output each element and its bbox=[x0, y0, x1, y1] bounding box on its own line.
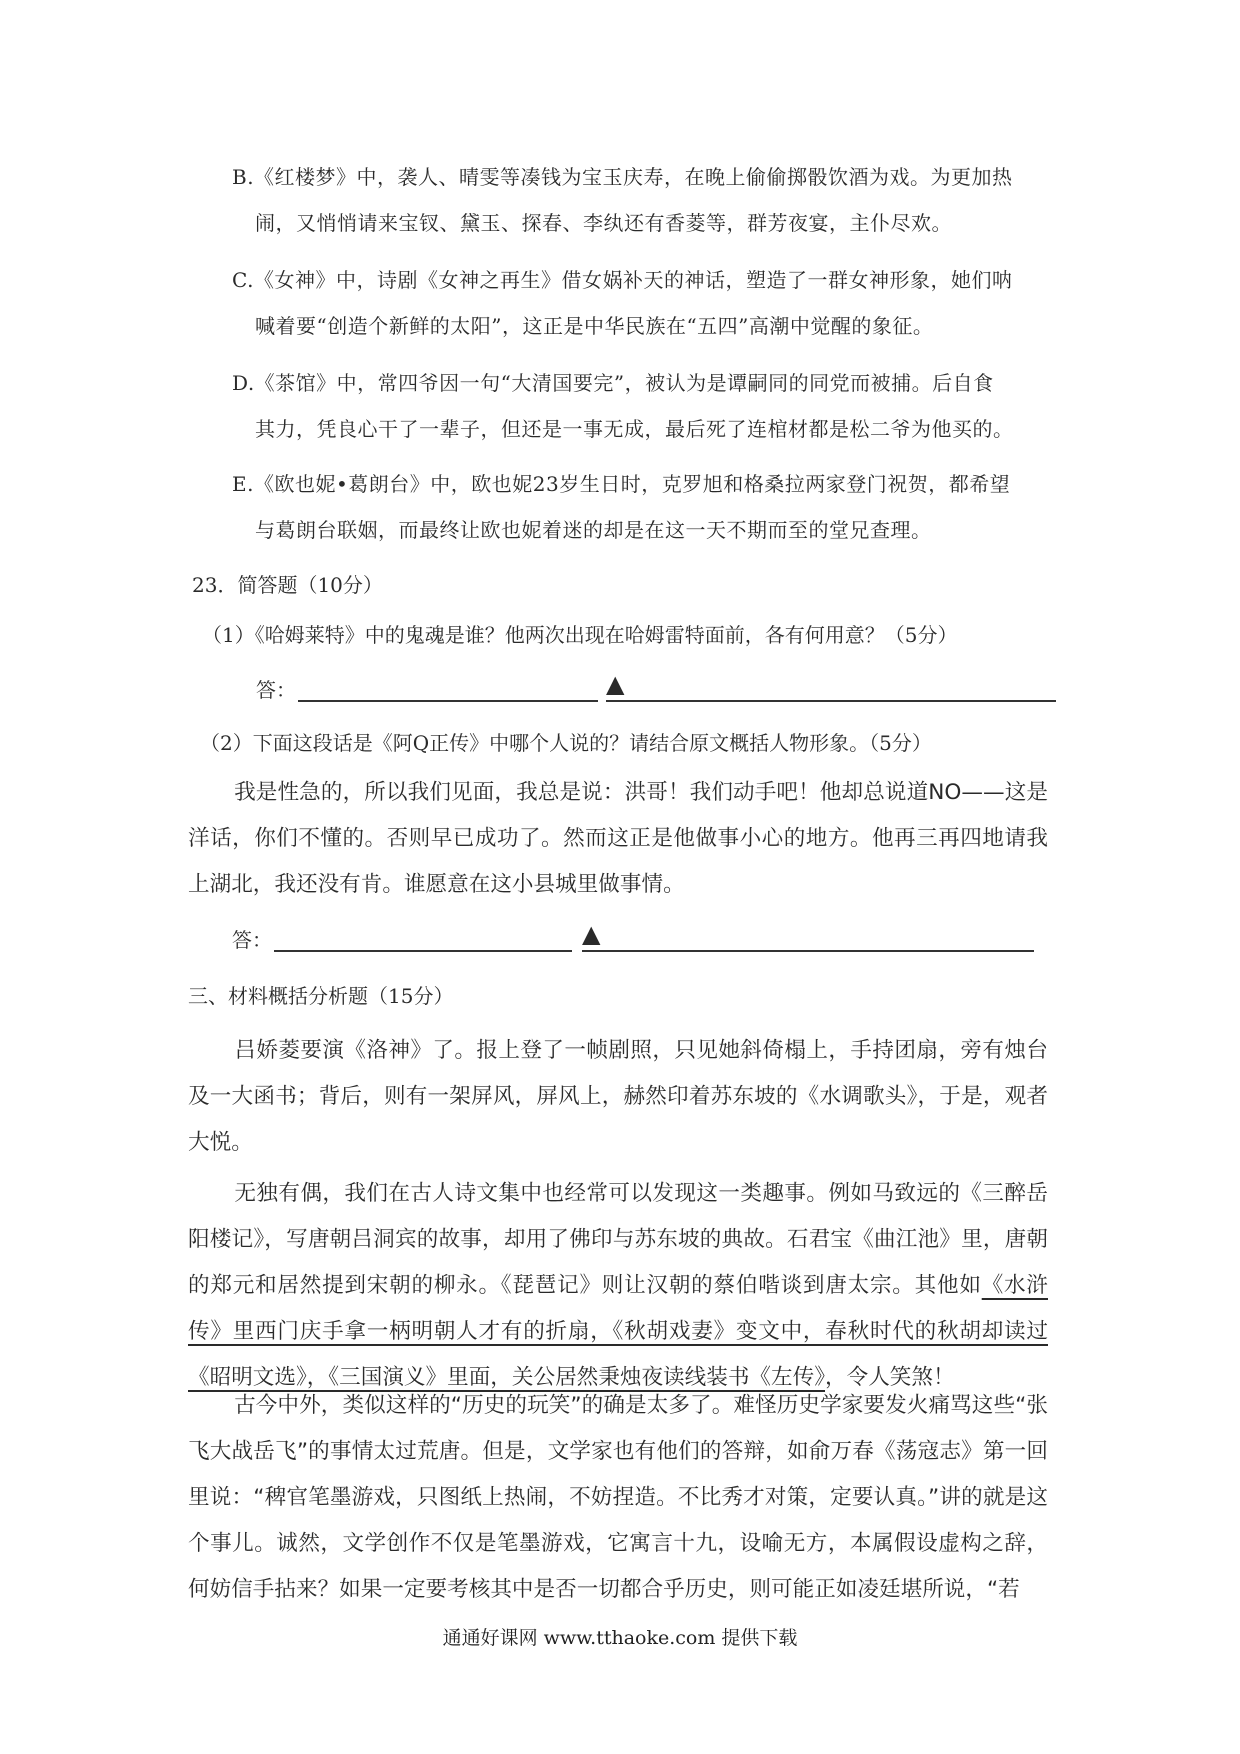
page-footer: 通通好课网 www.tthaoke.com 提供下载 bbox=[442, 1627, 798, 1649]
answer-label: 答： bbox=[256, 678, 296, 702]
material-p2-text-b: ，令人笑煞！ bbox=[825, 1365, 955, 1390]
option-e bbox=[232, 471, 1052, 543]
section-3-title: 三、材料概括分析题（15分） bbox=[188, 984, 454, 1008]
option-d-line1: D.《茶馆》中，常四爷因一句“大清国要完”，被认为是谭嗣同的同党而被捕。后自食 bbox=[232, 371, 994, 395]
material-p2-text-a: 无独有偶，我们在古人诗文集中也经常可以发现这一类趣事。例如马致远的《三醉岳阳楼记》，写唐朝吕洞宾的故事，却用了佛印与苏东坡的典故。石君宝《曲江池》里，唐朝的郑元和居然提到宋朝的柳永。《琵琶记》则让汉朝的蔡伯喈谈到唐太宗。其他如 bbox=[188, 1181, 1048, 1298]
marker-triangle: ▲ bbox=[606, 670, 625, 698]
material-p3-text: 古今中外，类似这样的“历史的玩笑”的确是太多了。难怪历史学家要发火痛骂这些“张飞大战岳飞”的事情太过荒唐。但是，文学家也有他们的答辩，如俞万春《荡寇志》第一回里说：“稗官笔墨游戏，只图纸上热闹，不妨捏造。不比秀才对策，定要认真。”讲的就是这个事儿。诚然，文学创作不仅是笔墨游戏，它寓言十九，设喻无方，本属假设虚构之辞，何妨信手拈来？如果一定要考核其中是否一切都合乎历史，则可能正如凌廷堪所说，“若 bbox=[188, 1393, 1048, 1602]
answer-blank-1a[interactable] bbox=[298, 700, 598, 702]
option-e-line1: E.《欧也妮•葛朗台》中，欧也妮23岁生日时，克罗旭和格桑拉两家登门祝贺，都希望 bbox=[232, 472, 1011, 496]
quote-paragraph bbox=[188, 770, 1048, 908]
answer-line-2 bbox=[232, 920, 1032, 954]
question-23-title: 23．简答题（10分） bbox=[192, 573, 383, 597]
answer-line-1 bbox=[256, 670, 1056, 704]
option-d bbox=[232, 370, 1052, 442]
material-p2-underlined: 《水浒传》里西门庆手拿一柄明朝人才有的折扇，《秋胡戏妻》变文中，春秋时代的秋胡却读过《昭明文选》，《三国演义》里面，关公居然秉烛夜读线装书《左传》 bbox=[188, 1273, 1048, 1390]
option-b-line1: B.《红楼梦》中，袭人、晴雯等凑钱为宝玉庆寿，在晚上偷偷掷骰饮酒为戏。为更加热 bbox=[232, 165, 1013, 189]
option-c bbox=[232, 267, 1052, 339]
material-p1-text: 吕娇菱要演《洛神》了。报上登了一帧剧照，只见她斜倚榻上，手持团扇，旁有烛台及一大函书；背后，则有一架屏风，屏风上，赫然印着苏东坡的《水调歌头》，于是，观者大悦。 bbox=[188, 1038, 1048, 1155]
answer-blank-2b[interactable] bbox=[582, 950, 1034, 952]
material-paragraph-2 bbox=[188, 1171, 1048, 1401]
option-b bbox=[232, 164, 1052, 236]
material-paragraph-3 bbox=[188, 1383, 1048, 1613]
question-23-sub2: （2）下面这段话是《阿Q正传》中哪个人说的？请结合原文概括人物形象。（5分） bbox=[200, 731, 932, 755]
answer-blank-1b[interactable] bbox=[606, 700, 1056, 702]
answer-label: 答： bbox=[232, 928, 272, 952]
option-e-line2: 与葛朗台联姻，而最终让欧也妮着迷的却是在这一天不期而至的堂兄查理。 bbox=[255, 518, 932, 542]
option-c-line1: C.《女神》中，诗剧《女神之再生》借女娲补天的神话，塑造了一群女神形象，她们呐 bbox=[232, 268, 1013, 292]
marker-triangle: ▲ bbox=[582, 920, 601, 948]
question-23-sub1: （1）《哈姆莱特》中的鬼魂是谁？他两次出现在哈姆雷特面前，各有何用意？（5分） bbox=[202, 623, 958, 647]
quote-text: 我是性急的，所以我们见面，我总是说：洪哥！我们动手吧！他却总说道NO——这是洋话，你们不懂的。否则早已成功了。然而这正是他做事小心的地方。他再三再四地请我上湖北，我还没有肯。谁愿意在这小县城里做事情。 bbox=[188, 780, 1048, 897]
answer-blank-2a[interactable] bbox=[274, 950, 572, 952]
option-c-line2: 喊着要“创造个新鲜的太阳”，这正是中华民族在“五四”高潮中觉醒的象征。 bbox=[255, 314, 934, 338]
option-d-line2: 其力，凭良心干了一辈子，但还是一事无成，最后死了连棺材都是松二爷为他买的。 bbox=[255, 417, 1014, 441]
option-b-line2: 闹，又悄悄请来宝钗、黛玉、探春、李纨还有香菱等，群芳夜宴，主仆尽欢。 bbox=[255, 211, 952, 235]
material-paragraph-1 bbox=[188, 1028, 1048, 1166]
